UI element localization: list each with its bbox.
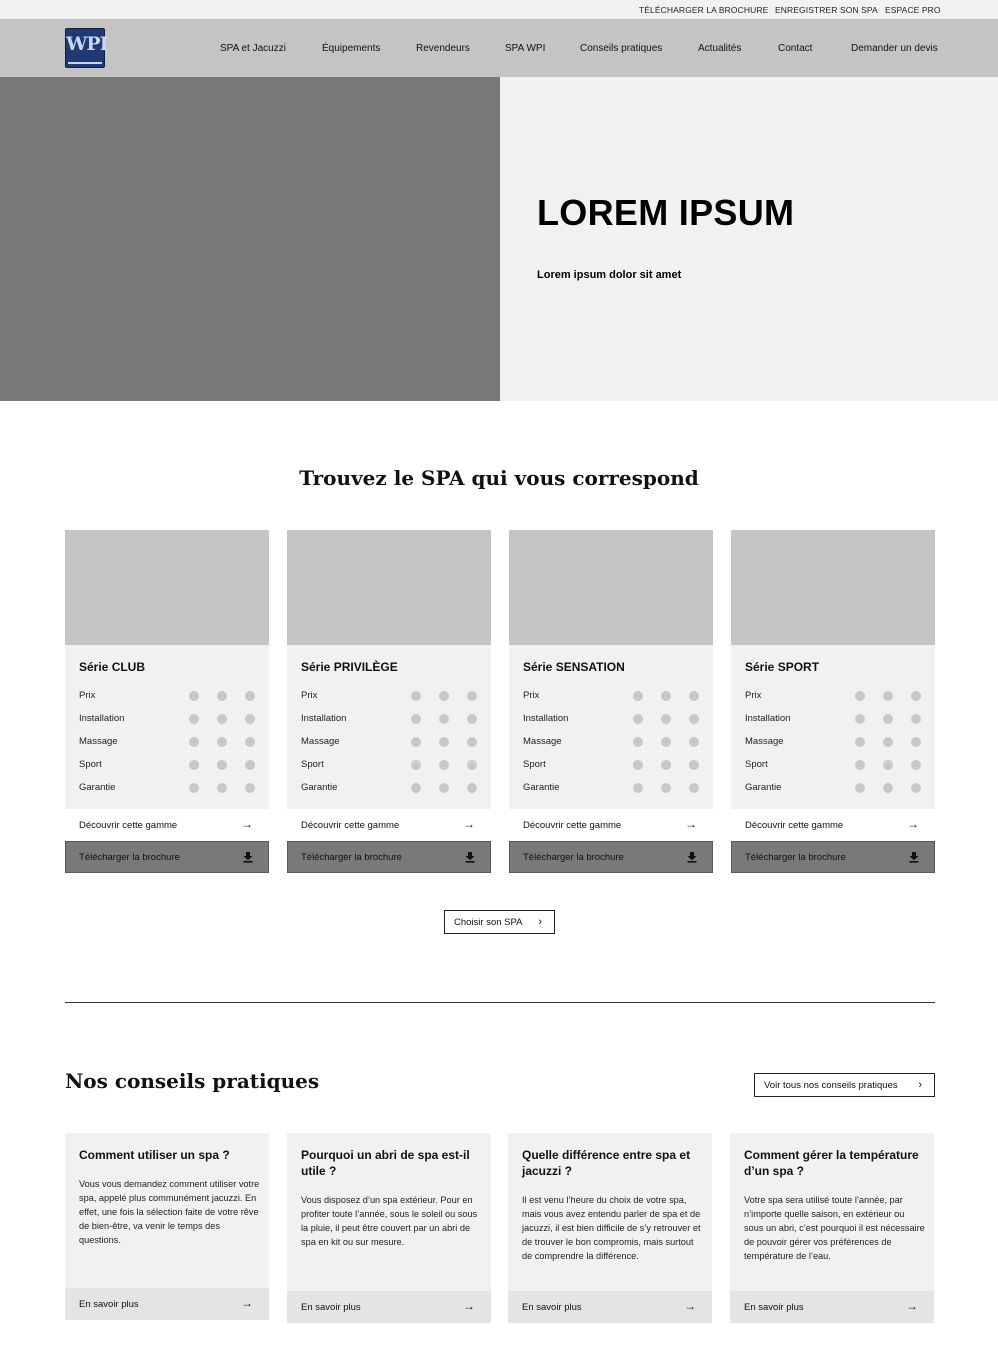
rating-dot xyxy=(661,737,671,747)
hero-panel xyxy=(500,77,998,401)
tip-title: Comment gérer la température d’un spa ? xyxy=(744,1148,919,1178)
rating-dot xyxy=(245,691,255,701)
discover-range-label: Découvrir cette gamme xyxy=(523,820,622,831)
criteria-label: Installation xyxy=(523,713,569,724)
criteria-row xyxy=(745,712,925,726)
rating-dot xyxy=(245,737,255,747)
criteria-row xyxy=(79,689,259,703)
learn-more-label: En savoir plus xyxy=(301,1302,361,1313)
rating-dot xyxy=(217,737,227,747)
discover-range-label: Découvrir cette gamme xyxy=(301,820,400,831)
arrow-right-icon: → xyxy=(906,1299,918,1313)
rating-dot xyxy=(883,783,893,793)
learn-more-label: En savoir plus xyxy=(79,1299,139,1310)
rating-dot xyxy=(467,691,477,701)
download-brochure-label: Télécharger la brochure xyxy=(523,852,624,863)
rating-dot xyxy=(633,691,643,701)
pro-space-link[interactable]: ESPACE PRO xyxy=(885,5,941,15)
nav-item-revendeurs[interactable]: Revendeurs xyxy=(416,43,470,54)
criteria-label: Installation xyxy=(745,713,791,724)
choose-spa-button[interactable] xyxy=(444,910,555,934)
learn-more-link[interactable] xyxy=(287,1291,491,1323)
rating-dot xyxy=(689,783,699,793)
rating-dot xyxy=(245,783,255,793)
tip-text: Votre spa sera utilisé toute l’année, par n’importe quelle saison, en extérieur ou sous un abri, c’est pourquoi il est nécessaire de pouvoir gérer vos préférences de température de l’eau. xyxy=(744,1195,925,1261)
download-brochure-button[interactable] xyxy=(287,841,491,873)
series-image-placeholder xyxy=(731,530,935,645)
rating-dot xyxy=(911,714,921,724)
download-icon xyxy=(242,851,254,863)
rating-dot xyxy=(217,691,227,701)
arrow-right-icon: → xyxy=(241,1296,253,1310)
rating-dot xyxy=(883,714,893,724)
criteria-row xyxy=(301,758,481,772)
rating-dot xyxy=(217,783,227,793)
download-brochure-button[interactable] xyxy=(731,841,935,873)
tip-card xyxy=(65,1133,269,1320)
criteria-label: Prix xyxy=(745,690,762,701)
discover-range-link[interactable] xyxy=(731,809,935,841)
learn-more-link[interactable] xyxy=(730,1291,934,1323)
tips-section-title: Nos conseils pratiques xyxy=(65,1069,320,1093)
nav-item-spa-wpi[interactable]: SPA WPI xyxy=(505,43,546,54)
rating-dot xyxy=(189,691,199,701)
main-navigation xyxy=(0,19,998,77)
arrow-right-icon: → xyxy=(463,1299,475,1313)
series-card xyxy=(287,530,491,874)
criteria-label: Sport xyxy=(745,759,768,770)
arrow-right-icon: → xyxy=(241,817,253,831)
rating-dot xyxy=(411,714,421,724)
nav-item-contact[interactable]: Contact xyxy=(778,43,813,54)
download-brochure-label: Télécharger la brochure xyxy=(79,852,180,863)
criteria-label: Sport xyxy=(79,759,102,770)
criteria-label: Massage xyxy=(523,736,562,747)
rating-dot xyxy=(911,783,921,793)
logo-tagline-bar xyxy=(68,62,102,64)
discover-range-link[interactable] xyxy=(509,809,713,841)
criteria-row xyxy=(79,712,259,726)
nav-item-actualites[interactable]: Actualités xyxy=(698,43,742,54)
download-brochure-label: Télécharger la brochure xyxy=(745,852,846,863)
learn-more-label: En savoir plus xyxy=(522,1302,582,1313)
criteria-label: Prix xyxy=(79,690,96,701)
series-card xyxy=(509,530,713,874)
download-icon xyxy=(464,851,476,863)
criteria-row xyxy=(523,689,703,703)
rating-dot xyxy=(189,783,199,793)
tip-text: Vous vous demandez comment utiliser votre spa, appelé plus communément jacuzzi. En effet, une fois la sélection faite de votre rêve de bien-être, va venir le temps des questions. xyxy=(79,1179,260,1245)
section-divider xyxy=(65,1002,935,1003)
rating-dot xyxy=(689,714,699,724)
rating-dot xyxy=(189,714,199,724)
rating-dot xyxy=(467,760,477,770)
series-name: Série SENSATION xyxy=(523,660,625,674)
rating-dot xyxy=(633,760,643,770)
rating-dot xyxy=(661,691,671,701)
rating-dot xyxy=(467,714,477,724)
arrow-right-icon: → xyxy=(685,817,697,831)
download-brochure-link[interactable]: TÉLÉCHARGER LA BROCHURE xyxy=(639,5,769,15)
criteria-label: Sport xyxy=(523,759,546,770)
utility-bar xyxy=(0,0,998,19)
rating-dot xyxy=(411,783,421,793)
download-brochure-label: Télécharger la brochure xyxy=(301,852,402,863)
criteria-row xyxy=(523,735,703,749)
wpi-logo[interactable] xyxy=(65,28,108,68)
rating-dot xyxy=(661,714,671,724)
arrow-right-icon: → xyxy=(907,817,919,831)
criteria-row xyxy=(79,758,259,772)
criteria-label: Installation xyxy=(301,713,347,724)
rating-dot xyxy=(189,760,199,770)
rating-dot xyxy=(855,714,865,724)
download-icon xyxy=(686,851,698,863)
tip-text: Il est venu l’heure du choix de votre spa, mais vous avez entendu parler de spa et de jacuzzi, il est bien difficile de s’y retrouver et de trouver le bon compromis, mais surtout de comprendre la différence. xyxy=(522,1195,701,1261)
rating-dot xyxy=(467,737,477,747)
rating-dot xyxy=(439,691,449,701)
rating-dot xyxy=(439,737,449,747)
series-image-placeholder xyxy=(509,530,713,645)
chevron-right-icon: › xyxy=(918,1079,922,1091)
series-card xyxy=(65,530,269,874)
rating-dot xyxy=(411,691,421,701)
tip-title: Quelle différence entre spa et jacuzzi ? xyxy=(522,1148,691,1178)
rating-dot xyxy=(217,714,227,724)
chevron-right-icon: › xyxy=(538,916,542,928)
rating-dot xyxy=(245,760,255,770)
logo-text: WPI xyxy=(66,33,108,55)
criteria-label: Garantie xyxy=(301,782,338,793)
rating-dot xyxy=(883,737,893,747)
discover-range-link[interactable] xyxy=(65,809,269,841)
rating-dot xyxy=(245,714,255,724)
nav-item-equipements[interactable]: Équipements xyxy=(322,43,381,54)
criteria-label: Prix xyxy=(301,690,318,701)
rating-dot xyxy=(911,691,921,701)
discover-range-link[interactable] xyxy=(287,809,491,841)
criteria-row xyxy=(301,781,481,795)
register-spa-link[interactable]: ENREGISTRER SON SPA xyxy=(775,5,878,15)
learn-more-link[interactable] xyxy=(508,1291,712,1323)
discover-range-label: Découvrir cette gamme xyxy=(745,820,844,831)
criteria-label: Garantie xyxy=(523,782,560,793)
download-brochure-button[interactable] xyxy=(509,841,713,873)
series-image-placeholder xyxy=(287,530,491,645)
rating-dot xyxy=(439,760,449,770)
rating-dot xyxy=(911,760,921,770)
criteria-row xyxy=(79,735,259,749)
rating-dot xyxy=(911,737,921,747)
rating-dot xyxy=(883,760,893,770)
rating-dot xyxy=(855,737,865,747)
rating-dot xyxy=(439,783,449,793)
tip-card xyxy=(287,1133,491,1323)
hero-subtitle: Lorem ipsum dolor sit amet xyxy=(537,269,682,281)
criteria-label: Massage xyxy=(301,736,340,747)
rating-dot xyxy=(411,737,421,747)
rating-dot xyxy=(883,691,893,701)
criteria-row xyxy=(745,689,925,703)
criteria-row xyxy=(301,689,481,703)
rating-dot xyxy=(689,691,699,701)
series-image-placeholder xyxy=(65,530,269,645)
rating-dot xyxy=(855,760,865,770)
hero-title: LOREM IPSUM xyxy=(537,192,795,233)
criteria-label: Garantie xyxy=(745,782,782,793)
learn-more-label: En savoir plus xyxy=(744,1302,804,1313)
criteria-row xyxy=(745,735,925,749)
rating-dot xyxy=(689,760,699,770)
rating-dot xyxy=(439,714,449,724)
rating-dot xyxy=(217,760,227,770)
learn-more-link[interactable] xyxy=(65,1288,269,1320)
rating-dot xyxy=(855,691,865,701)
rating-dot xyxy=(189,737,199,747)
all-tips-button[interactable] xyxy=(754,1073,935,1097)
all-tips-label: Voir tous nos conseils pratiques xyxy=(764,1080,898,1091)
criteria-row xyxy=(745,758,925,772)
criteria-label: Installation xyxy=(79,713,125,724)
criteria-label: Massage xyxy=(79,736,118,747)
rating-dot xyxy=(411,760,421,770)
arrow-right-icon: → xyxy=(463,817,475,831)
tip-title: Comment utiliser un spa ? xyxy=(79,1148,230,1162)
rating-dot xyxy=(633,737,643,747)
rating-dot xyxy=(661,783,671,793)
series-section-title: Trouvez le SPA qui vous correspond xyxy=(299,466,699,490)
series-name: Série SPORT xyxy=(745,660,820,674)
series-card xyxy=(731,530,935,874)
tip-text: Vous disposez d’un spa extérieur. Pour en profiter toute l’année, sous le soleil ou sous la pluie, il peut être couvert par un abri de spa en kit ou sur mesure. xyxy=(301,1195,478,1247)
tip-card xyxy=(508,1133,712,1323)
discover-range-label: Découvrir cette gamme xyxy=(79,820,178,831)
criteria-row xyxy=(523,758,703,772)
criteria-row xyxy=(301,712,481,726)
tip-title: Pourquoi un abri de spa est-il utile ? xyxy=(301,1148,470,1178)
tip-card xyxy=(730,1133,934,1323)
criteria-label: Garantie xyxy=(79,782,116,793)
nav-item-devis[interactable]: Demander un devis xyxy=(851,43,938,54)
criteria-row xyxy=(745,781,925,795)
criteria-label: Prix xyxy=(523,690,540,701)
nav-item-spa-jacuzzi[interactable]: SPA et Jacuzzi xyxy=(220,43,286,54)
download-brochure-button[interactable] xyxy=(65,841,269,873)
rating-dot xyxy=(855,783,865,793)
series-name: Série CLUB xyxy=(79,660,146,674)
arrow-right-icon: → xyxy=(684,1299,696,1313)
criteria-row xyxy=(523,781,703,795)
nav-item-conseils[interactable]: Conseils pratiques xyxy=(580,43,663,54)
rating-dot xyxy=(661,760,671,770)
rating-dot xyxy=(689,737,699,747)
download-icon xyxy=(908,851,920,863)
hero-image-placeholder xyxy=(0,77,500,401)
series-name: Série PRIVILÈGE xyxy=(301,660,398,674)
rating-dot xyxy=(467,783,477,793)
criteria-label: Sport xyxy=(301,759,324,770)
rating-dot xyxy=(633,783,643,793)
criteria-row xyxy=(79,781,259,795)
criteria-row xyxy=(523,712,703,726)
rating-dot xyxy=(633,714,643,724)
choose-spa-label: Choisir son SPA xyxy=(454,917,523,928)
criteria-label: Massage xyxy=(745,736,784,747)
criteria-row xyxy=(301,735,481,749)
